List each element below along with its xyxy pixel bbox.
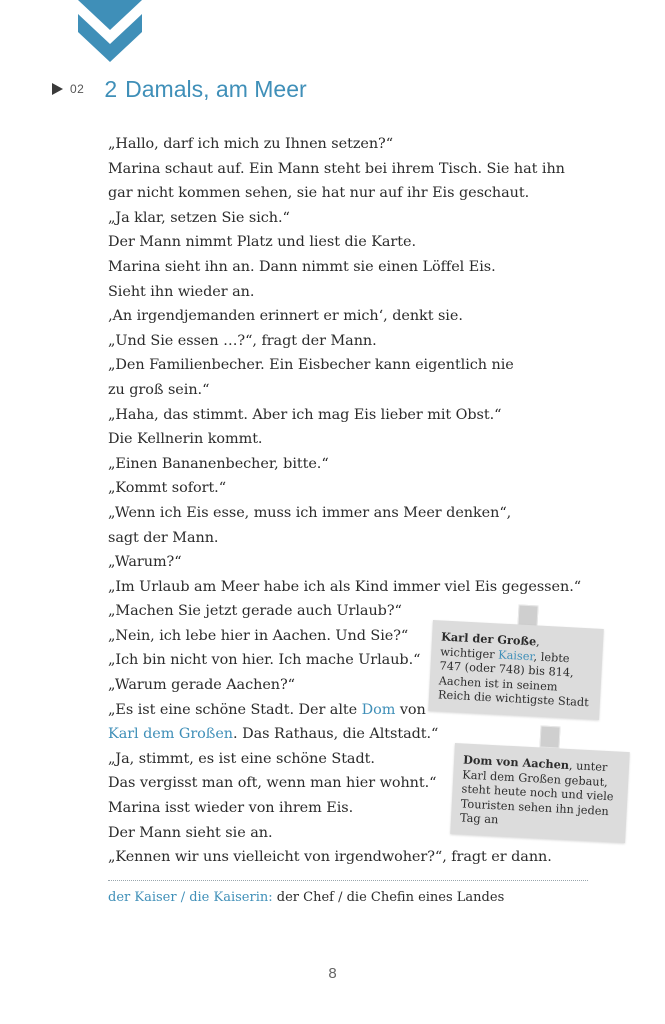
story-line: „Hallo, darf ich mich zu Ihnen setzen?“	[108, 136, 394, 152]
story-line: „Kennen wir uns vielleicht von irgendwoher?“, fragt er dann.	[108, 849, 552, 866]
audio-track-number: 02	[70, 82, 85, 96]
page-number: 8	[328, 965, 337, 982]
story-line: Der Mann sieht sie an.	[108, 824, 273, 841]
story-line: „Im Urlaub am Meer habe ich als Kind immer viel Eis gegessen.“	[108, 578, 582, 595]
chapter-header	[52, 74, 307, 104]
story-line: „Warum gerade Aachen?“	[108, 677, 295, 694]
story-line: zu groß sein.“	[108, 381, 210, 398]
glossary-term: der Kaiser / die Kaiserin:	[108, 890, 273, 905]
chapter-title-text: Damals, am Meer	[125, 75, 307, 102]
story-line: Marina sieht ihn an. Dann nimmt sie einen Löffel Eis.	[108, 258, 496, 275]
story-line: gar nicht kommen sehen, sie hat nur auf ihr Eis geschaut.	[108, 185, 530, 202]
note-link-kaiser[interactable]: Kaiser	[497, 647, 534, 663]
story-line: Sieht ihn wieder an.	[108, 283, 255, 300]
play-icon[interactable]	[52, 83, 63, 95]
story-line: Der Mann nimmt Platz und liest die Karte.	[108, 234, 416, 251]
story-line: „Kommt sofort.“	[108, 480, 227, 497]
side-note-dom: Dom von Aachen, unter Karl dem Großen gebaut, steht heute noch und viele Touristen sehen ihn jeden Tag an	[450, 743, 629, 843]
chapter-title	[104, 76, 306, 103]
story-line: Das vergisst man oft, wenn man hier wohnt.“	[108, 775, 437, 792]
story-line: „Ja, stimmt, es ist eine schöne Stadt.	[108, 750, 375, 767]
story-line: „Wenn ich Eis esse, muss ich immer ans Meer denken“,	[108, 504, 512, 521]
story-line: „Nein, ich lebe hier in Aachen. Und Sie?“	[108, 627, 409, 644]
glossary-divider	[108, 880, 588, 881]
story-line: „Warum?“	[108, 554, 182, 571]
story-line: Marina isst wieder von ihrem Eis.	[108, 800, 354, 817]
chevron-down-icon	[78, 0, 142, 64]
story-line: „Und Sie essen …?“, fragt der Mann.	[108, 332, 377, 349]
story-line: „Den Familienbecher. Ein Eisbecher kann eigentlich nie	[108, 357, 514, 374]
story-line: „Es ist eine schöne Stadt. Der alte Dom von	[108, 701, 426, 718]
glossary-definition: der Chef / die Chefin eines Landes	[272, 890, 505, 905]
story-line: „Haha, das stimmt. Aber ich mag Eis lieber mit Obst.“	[108, 406, 502, 423]
story-line: „Ja klar, setzen Sie sich.“	[108, 209, 290, 226]
story-line: Marina schaut auf. Ein Mann steht bei ihrem Tisch. Sie hat ihn	[108, 160, 565, 177]
story-line: Die Kellnerin kommt.	[108, 431, 263, 448]
story-line: „Einen Bananenbecher, bitte.“	[108, 455, 329, 472]
story-line: sagt der Mann.	[108, 529, 219, 546]
story-line: „Machen Sie jetzt gerade auch Urlaub?“	[108, 603, 402, 620]
chapter-number: 2	[104, 75, 118, 102]
side-note-karl: Karl der Große, wichtiger Kaiser, lebte 747 (oder 748) bis 814, Aachen ist in seinem Reich die wichtigste Stadt	[428, 620, 604, 719]
glossary-link-karl[interactable]: Karl dem Großen	[108, 726, 234, 743]
tape-decoration	[539, 725, 560, 748]
glossary-link-dom[interactable]: Dom	[361, 701, 396, 718]
story-line: „Ich bin nicht von hier. Ich mache Urlaub.“	[108, 652, 421, 669]
glossary-entry	[108, 889, 504, 907]
story-line: ‚An irgendjemanden erinnert er mich‘, denkt sie.	[108, 308, 463, 325]
story-line: Karl dem Großen. Das Rathaus, die Altstadt.“	[108, 726, 439, 743]
